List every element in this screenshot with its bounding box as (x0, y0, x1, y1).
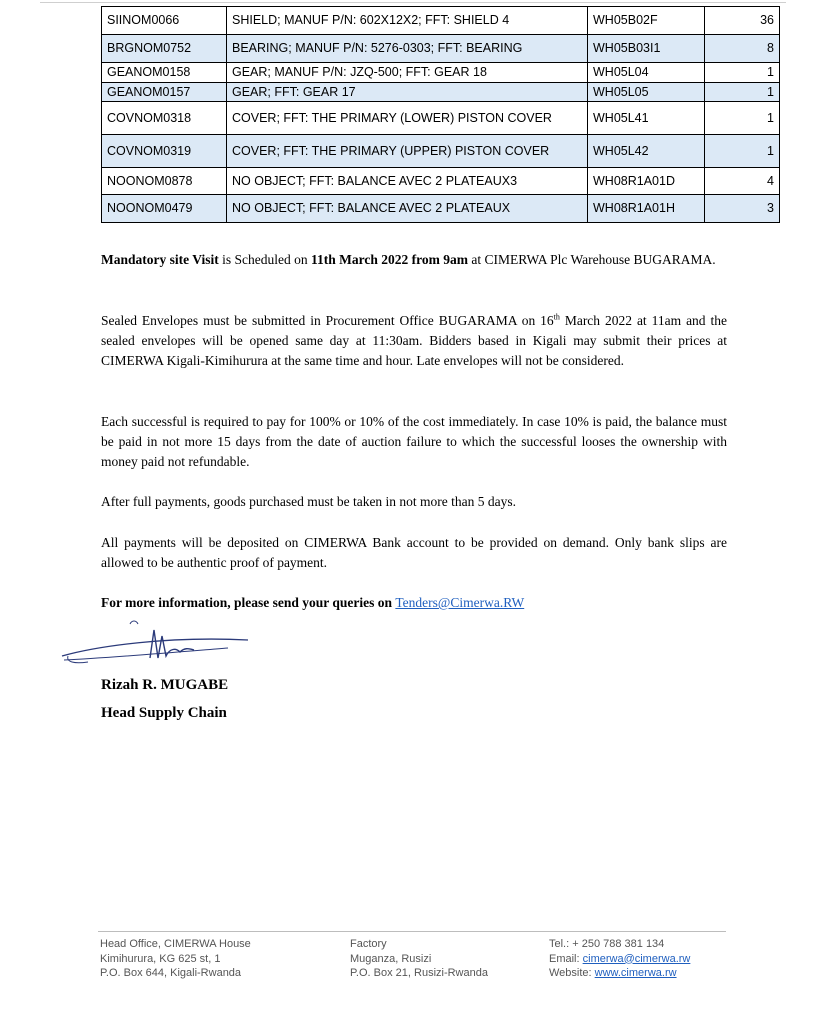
item-quantity: 4 (705, 168, 780, 195)
table-row (102, 35, 780, 63)
item-code: GEANOM0157 (102, 83, 227, 102)
item-code: BRGNOM0752 (102, 35, 227, 63)
signatory-title: Head Supply Chain (101, 705, 227, 721)
item-location: WH05L05 (588, 83, 705, 102)
signature (58, 618, 258, 678)
head-office-line: P.O. Box 644, Kigali-Rwanda (100, 967, 242, 979)
item-description: NO OBJECT; FFT: BALANCE AVEC 2 PLATEAUX (227, 195, 588, 223)
head-office-line: Head Office, CIMERWA House (100, 938, 251, 950)
website-label: Website: (549, 967, 595, 979)
item-code: GEANOM0158 (102, 63, 227, 83)
item-location: WH08R1A01D (588, 168, 705, 195)
more-info-paragraph (101, 593, 727, 613)
site-visit-text: is Scheduled on (218, 252, 311, 267)
item-code: NOONOM0479 (102, 195, 227, 223)
contact-phone: Tel.: + 250 788 381 134 (549, 938, 665, 950)
item-quantity: 8 (705, 35, 780, 63)
date-ordinal: th (553, 312, 560, 322)
table-row (102, 195, 780, 223)
item-description: GEAR; FFT: GEAR 17 (227, 83, 588, 102)
table-row (102, 7, 780, 35)
contact-email-link[interactable]: cimerwa@cimerwa.rw (582, 952, 691, 965)
site-visit-label: Mandatory site Visit (101, 252, 219, 267)
head-office-line: Kimihurura, KG 625 st, 1 (100, 952, 221, 965)
item-description: NO OBJECT; FFT: BALANCE AVEC 2 PLATEAUX3 (227, 168, 588, 195)
item-quantity: 36 (705, 7, 780, 35)
item-quantity: 1 (705, 135, 780, 168)
item-description: SHIELD; MANUF P/N: 602X12X2; FFT: SHIELD 4 (227, 7, 588, 35)
tenders-email-link[interactable]: Tenders@Cimerwa.RW (395, 595, 525, 610)
item-location: WH08R1A01H (588, 195, 705, 223)
item-location: WH05L42 (588, 135, 705, 168)
footer-contact (549, 937, 690, 981)
items-table (101, 6, 780, 223)
contact-email-line (549, 952, 690, 967)
factory-line: P.O. Box 21, Rusizi-Rwanda (350, 967, 488, 979)
site-visit-paragraph (101, 250, 727, 270)
site-visit-date: 11th March 2022 from 9am (311, 252, 468, 267)
item-description: GEAR; MANUF P/N: JZQ-500; FFT: GEAR 18 (227, 63, 588, 83)
contact-website-line (549, 966, 690, 981)
sealed-envelopes-paragraph (101, 311, 727, 371)
bank-deposit-paragraph: All payments will be deposited on CIMERWA Bank account to be provided on demand. Only bank slips are allowed to be authentic proof of payment. (101, 535, 727, 570)
item-location: WH05L41 (588, 102, 705, 135)
item-description: COVER; FFT: THE PRIMARY (UPPER) PISTON COVER (227, 135, 588, 168)
item-quantity: 1 (705, 102, 780, 135)
item-code: COVNOM0318 (102, 102, 227, 135)
site-visit-location: at CIMERWA Plc Warehouse BUGARAMA. (467, 252, 716, 267)
table-row (102, 83, 780, 102)
item-quantity: 3 (705, 195, 780, 223)
more-info-text: For more information, please send your queries on (101, 595, 396, 610)
payment-paragraph: Each successful is required to pay for 100% or 10% of the cost immediately. In case 10% is paid, the balance must be paid in not more 15 days from the date of auction failure to which the successful looses the ownership with money paid not refundable. (101, 414, 727, 469)
top-rule (40, 2, 786, 3)
item-quantity: 1 (705, 63, 780, 83)
footer-factory (350, 937, 488, 981)
factory-line: Factory (350, 938, 387, 950)
item-code: COVNOM0319 (102, 135, 227, 168)
item-location: WH05B02F (588, 7, 705, 35)
item-description: COVER; FFT: THE PRIMARY (LOWER) PISTON COVER (227, 102, 588, 135)
email-label: Email: (549, 952, 583, 965)
table-row (102, 168, 780, 195)
item-code: SIINOM0066 (102, 7, 227, 35)
item-code: NOONOM0878 (102, 168, 227, 195)
item-location: WH05L04 (588, 63, 705, 83)
contact-website-link[interactable]: www.cimerwa.rw (594, 967, 677, 979)
item-description: BEARING; MANUF P/N: 5276-0303; FFT: BEARING (227, 35, 588, 63)
sealed-text-end: March 2022 at 11am and the sealed envelopes will be opened same day at 11:30am. Bidders based in Kigali may submit their prices at CIMERWA Kigali-Kimihurura at the same time and hour. Late envelopes will not be considered. (101, 313, 727, 368)
item-location: WH05B03I1 (588, 35, 705, 63)
table-row (102, 63, 780, 83)
table-row (102, 102, 780, 135)
goods-collection-paragraph: After full payments, goods purchased must be taken in not more than 5 days. (101, 494, 517, 509)
item-quantity: 1 (705, 83, 780, 102)
factory-line: Muganza, Rusizi (350, 952, 432, 965)
signatory-name: Rizah R. MUGABE (101, 677, 229, 693)
footer-head-office (100, 937, 251, 981)
table-row (102, 135, 780, 168)
footer-rule (98, 931, 726, 932)
sealed-text-start: Sealed Envelopes must be submitted in Procurement Office BUGARAMA on 16 (101, 313, 554, 328)
